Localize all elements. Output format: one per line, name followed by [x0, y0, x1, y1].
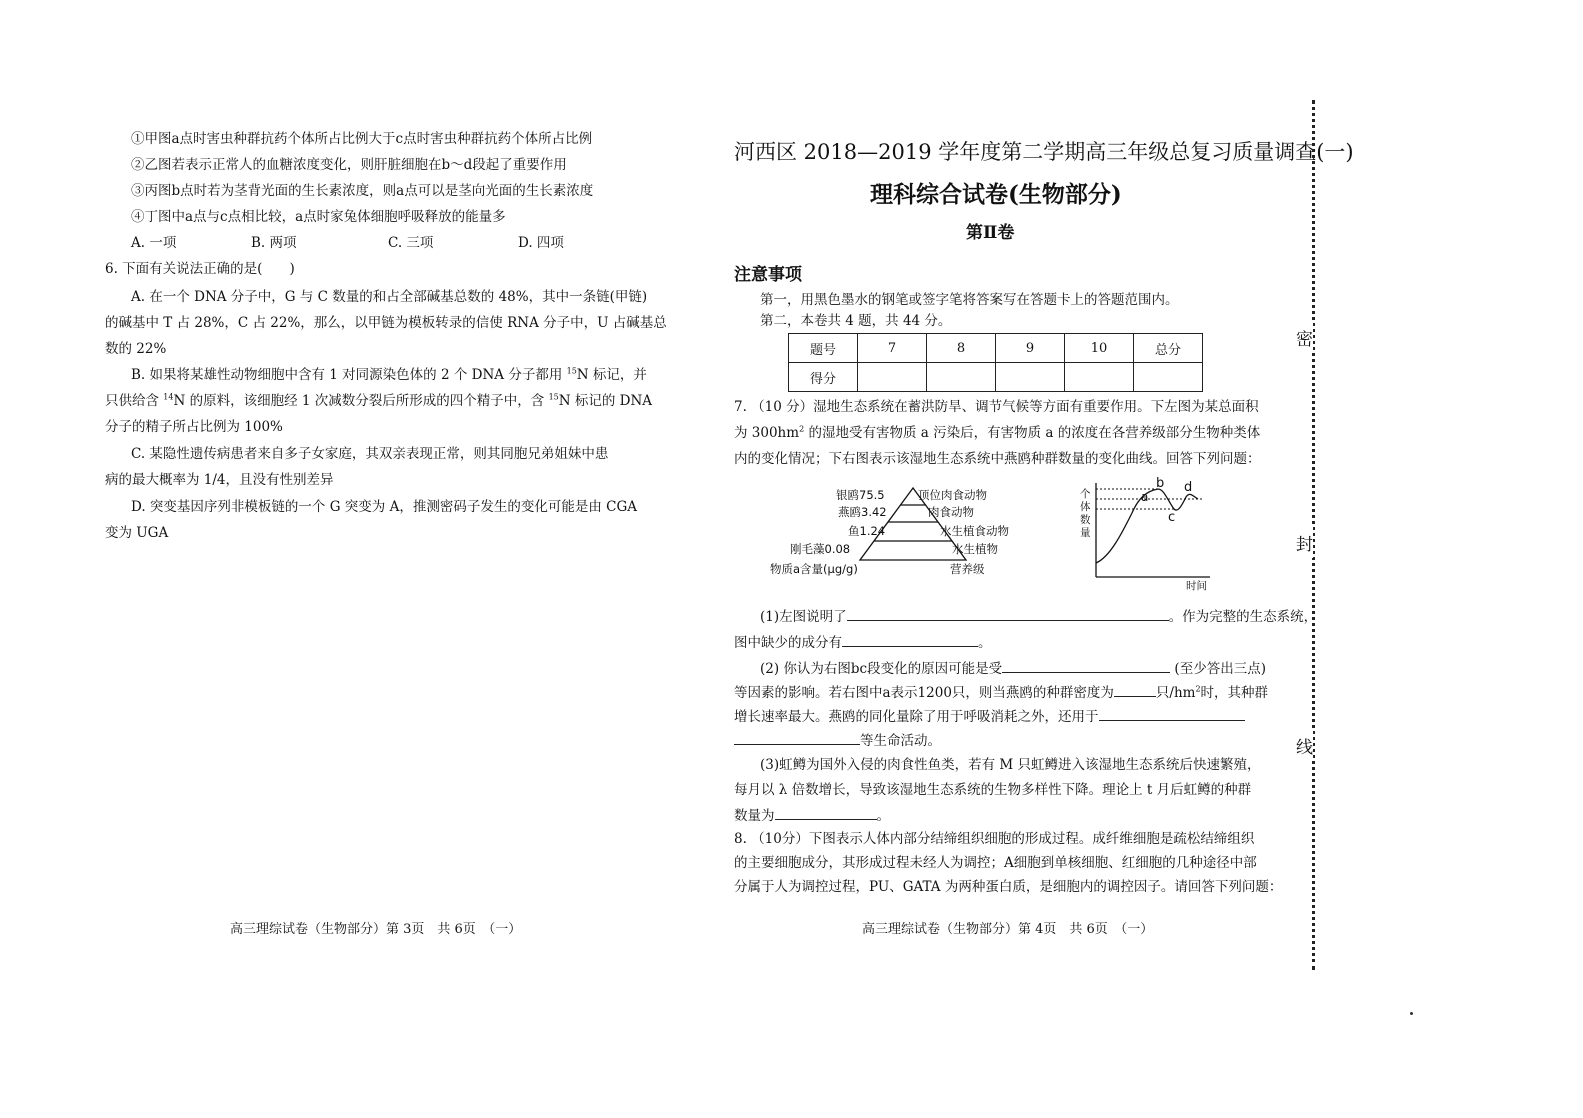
score-cell-empty	[1065, 363, 1134, 392]
pyramid-label-left: 银鸥75.5	[836, 488, 885, 502]
score-cell-header: 总分	[1134, 334, 1203, 363]
q7-2-line-4: 等生命活动。	[734, 730, 941, 751]
answer-blank[interactable]	[842, 632, 978, 647]
q5-option-b: B. 两项	[251, 235, 297, 251]
pyramid-figure	[760, 482, 1040, 577]
scan-speck	[1410, 1012, 1413, 1015]
score-cell-header: 8	[927, 334, 996, 363]
q6-d-line-1: D. 突变基因序列非模板链的一个 G 突变为 A，推测密码子发生的变化可能是由 CGA	[131, 499, 637, 515]
q6-b-line-2: 只供给含 $^{14}$N 的原料，该细胞经 1 次减数分裂后所形成的四个精子中，含 $^{15}$N 标记的 DNA	[105, 392, 653, 409]
pyramid-label-left: 物质a含量(μg/g)	[770, 562, 858, 576]
q6-a-line-3: 数的 22%	[105, 341, 167, 357]
answer-blank[interactable]	[1114, 682, 1156, 697]
score-cell-empty	[927, 363, 996, 392]
q5-statement-2: ②乙图若表示正常人的血糖浓度变化，则肝脏细胞在b～d段起了重要作用	[131, 157, 567, 173]
score-cell-header: 7	[858, 334, 927, 363]
q7-1-line-1: (1)左图说明了 。作为完整的生态系统，	[760, 606, 1317, 627]
q5-option-d: D. 四项	[518, 235, 564, 251]
score-table	[788, 333, 1203, 392]
exam-subtitle: 理科综合试卷(生物部分)	[870, 181, 1122, 208]
point-label-c: c	[1168, 510, 1176, 525]
answer-blank[interactable]	[1099, 706, 1245, 721]
q6-c-line-2: 病的最大概率为 1/4，且没有性别差异	[105, 472, 334, 488]
pyramid-label-right: 水生植食动物	[940, 524, 1009, 538]
score-cell-empty	[858, 363, 927, 392]
q7-line-3: 内的变化情况；下右图表示该湿地生态系统中燕鸥种群数量的变化曲线。回答下列问题：	[734, 451, 1261, 467]
q8-line-3: 分属于人为调控过程，PU、GATA 为两种蛋白质，是细胞内的调控因子。请回答下列问题：	[734, 879, 1283, 895]
left-page-footer: 高三理综试卷（生物部分）第 3页 共 6页 （一）	[230, 922, 522, 937]
score-cell-header: 题号	[789, 334, 858, 363]
q7-2-line-1: (2) 你认为右图bc段变化的原因可能是受 (至少答出三点)	[760, 658, 1266, 679]
q7-3-line-1: (3)虹鳟为国外入侵的肉食性鱼类，若有 M 只虹鳟进入该湿地生态系统后快速繁殖，	[760, 757, 1261, 773]
notice-heading: 注意事项	[734, 265, 802, 285]
right-page-footer: 高三理综试卷（生物部分）第 4页 共 6页 （一）	[862, 922, 1154, 937]
q8-line-2: 的主要细胞成分，其形成过程未经人为调控；A细胞到单核细胞、红细胞的几种途径中部	[734, 855, 1257, 871]
point-label-b: b	[1156, 476, 1165, 491]
population-curve-figure	[1070, 475, 1220, 593]
q6-d-line-2: 变为 UGA	[105, 525, 169, 541]
q6-c-line-1: C. 某隐性遗传病患者来自多子女家庭，其双亲表现正常，则其同胞兄弟姐妹中患	[131, 446, 609, 462]
q5-statement-4: ④丁图中a点与c点相比较，a点时家兔体细胞呼吸释放的能量多	[131, 209, 506, 225]
score-cell-header: 10	[1065, 334, 1134, 363]
pyramid-label-right: 顶位肉食动物	[918, 488, 987, 502]
y-axis-label-char: 个	[1080, 488, 1091, 500]
q7-3-line-2: 每月以 λ 倍数增长，导致该湿地生态系统的生物多样性下降。理论上 t 月后虹鳟的种群	[734, 782, 1252, 798]
exam-title: 河西区 2018—2019 学年度第二学期高三年级总复习质量调查(一)	[734, 140, 1354, 164]
y-axis-label-char: 数	[1080, 514, 1091, 526]
left-page	[0, 0, 667, 1118]
answer-blank[interactable]	[1002, 658, 1170, 673]
score-cell-empty	[996, 363, 1065, 392]
q8-line-1: 8. （10分）下图表示人体内部分结缔组织细胞的形成过程。成纤维细胞是疏松结缔组织	[734, 831, 1255, 847]
answer-blank[interactable]	[847, 606, 1169, 621]
y-axis-label-char: 体	[1080, 501, 1091, 513]
score-cell-header: 9	[996, 334, 1065, 363]
answer-blank[interactable]	[775, 805, 877, 820]
q6-stem: 6. 下面有关说法正确的是( )	[105, 261, 295, 277]
y-axis-label-char: 量	[1080, 527, 1091, 539]
q7-line-1: 7. （10 分）湿地生态系统在蓄洪防旱、调节气候等方面有重要作用。下左图为某总面积	[734, 399, 1259, 415]
pyramid-label-left: 燕鸥3.42	[838, 505, 887, 519]
q7-3-line-3: 数量为 。	[734, 805, 890, 826]
q5-option-c: C. 三项	[388, 235, 434, 251]
q7-line-2: 为 $300hm^2$ 的湿地受有害物质 a 污染后，有害物质 a 的浓度在各营养级部分生物种类体	[734, 424, 1261, 441]
pyramid-label-left: 鱼1.24	[848, 524, 886, 538]
q6-b-line-3: 分子的精子所占比例为 100%	[105, 419, 283, 435]
score-cell-label: 得分	[789, 363, 858, 392]
score-cell-empty	[1134, 363, 1203, 392]
pyramid-label-right: 水生植物	[952, 542, 998, 556]
q6-a-line-1: A. 在一个 DNA 分子中，G 与 C 数量的和占全部碱基总数的 48%，其中一条链(甲链)	[131, 289, 648, 305]
answer-blank[interactable]	[734, 730, 860, 745]
volume-title: 第Ⅱ卷	[966, 223, 1015, 243]
binding-char-feng: 封	[1296, 527, 1313, 558]
q6-b-line-1: B. 如果将某雄性动物细胞中含有 1 对同源染色体的 2 个 DNA 分子都用 $^{15}$N 标记，并	[131, 366, 647, 383]
q5-statement-1: ①甲图a点时害虫种群抗药个体所占比例大于c点时害虫种群抗药个体所占比例	[131, 131, 593, 147]
q7-2-line-2: 等因素的影响。若右图中a表示1200只，则当燕鸥的种群密度为 只$/hm^2$时，其种群	[734, 682, 1268, 703]
q7-1-line-2: 图中缺少的成分有 。	[734, 632, 992, 653]
pyramid-label-left: 刚毛藻0.08	[790, 542, 851, 556]
point-label-d: d	[1184, 480, 1193, 495]
pyramid-label-right: 营养级	[950, 562, 985, 576]
notice-1: 第一，用黑色墨水的钢笔或签字笔将答案写在答题卡上的答题范围内。	[760, 292, 1179, 308]
notice-2: 第二，本卷共 4 题，共 44 分。	[760, 313, 952, 329]
q5-statement-3: ③丙图b点时若为茎背光面的生长素浓度，则a点可以是茎向光面的生长素浓度	[131, 183, 594, 199]
x-axis-label: 时间	[1186, 580, 1207, 592]
binding-char-xian: 线	[1296, 730, 1313, 761]
binding-dotted-line	[1312, 100, 1319, 970]
q6-a-line-2: 的碱基中 T 占 28%，C 占 22%，那么，以甲链为模板转录的信使 RNA 分子中，U 占碱基总	[105, 315, 667, 331]
q5-option-a: A. 一项	[131, 235, 177, 251]
pyramid-label-right: 肉食动物	[928, 505, 974, 519]
point-label-a: a	[1141, 490, 1149, 504]
binding-char-mi: 密	[1296, 322, 1313, 353]
q7-2-line-3: 增长速率最大。燕鸥的同化量除了用于呼吸消耗之外，还用于	[734, 706, 1245, 727]
